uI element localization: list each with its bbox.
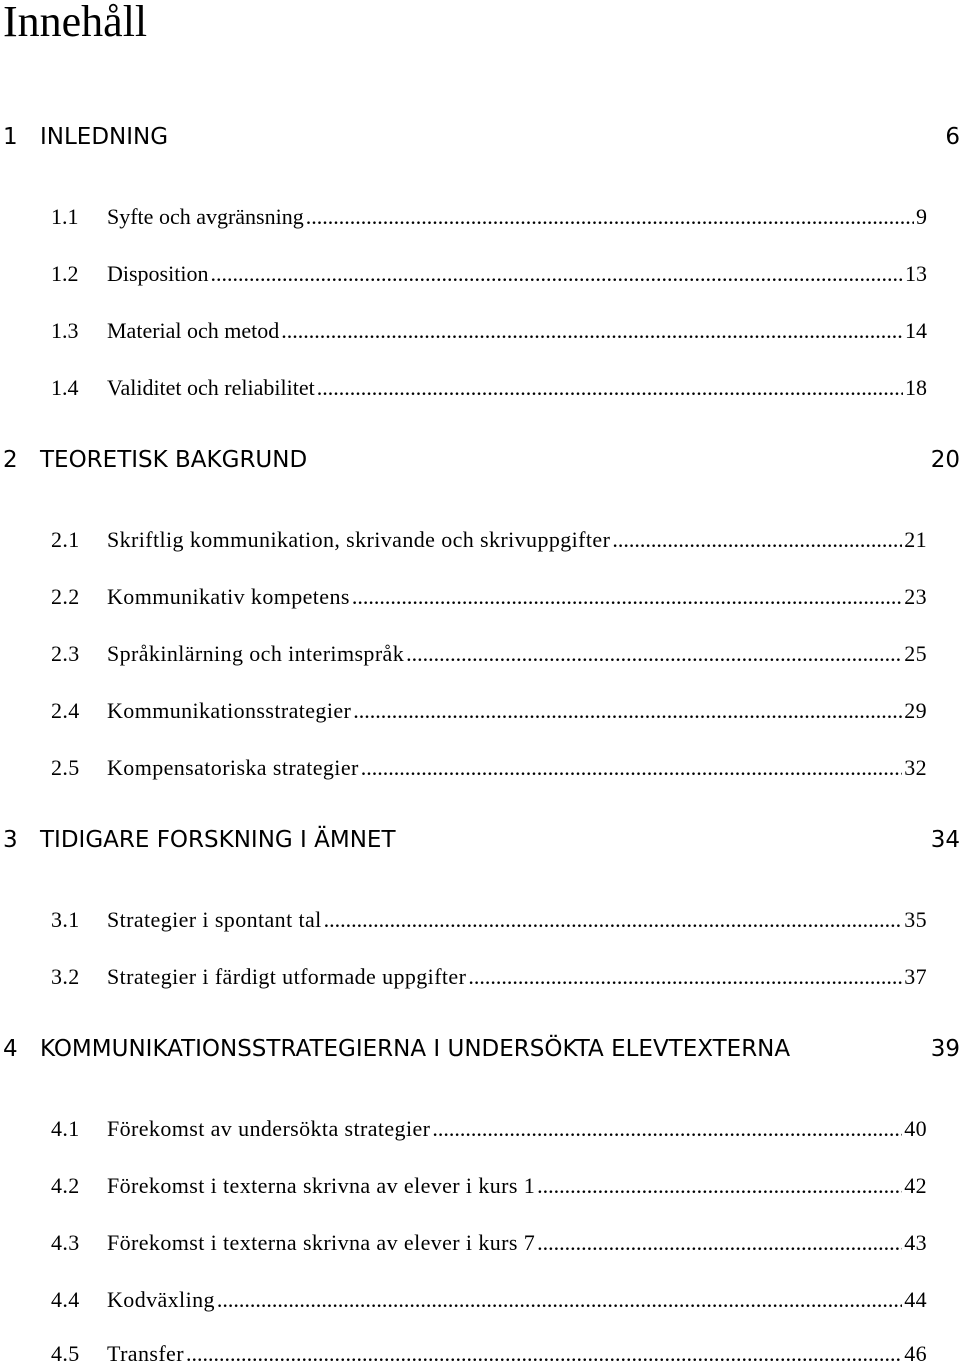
dot-leader (537, 1172, 902, 1200)
section-title: Material och metod (107, 318, 280, 343)
toc-section-2-3[interactable] (51, 640, 927, 668)
section-title: Förekomst av undersökta strategier (107, 1116, 431, 1141)
toc-section-1-3[interactable] (51, 317, 927, 345)
section-page-number: 9 (916, 204, 927, 229)
chapter-number: 4 (3, 1036, 18, 1062)
section-page-number: 40 (904, 1116, 927, 1141)
section-page-number: 21 (904, 527, 927, 552)
section-title: Språkinlärning och interimspråk (107, 641, 405, 666)
dot-leader (352, 583, 902, 611)
dot-leader (468, 963, 902, 991)
toc-section-1-4[interactable] (51, 374, 927, 402)
dot-leader (317, 374, 903, 402)
section-title: Förekomst i texterna skrivna av elever i kurs 7 (107, 1230, 536, 1255)
page-title: Innehåll (3, 0, 148, 46)
toc-section-2-1[interactable] (51, 526, 927, 554)
dot-leader (210, 260, 903, 288)
chapter-number: 1 (3, 124, 18, 150)
toc-section-3-2[interactable] (51, 963, 927, 991)
toc-section-3-1[interactable] (51, 906, 927, 934)
section-number: 3.2 (51, 964, 80, 989)
toc-section-4-2[interactable] (51, 1172, 927, 1200)
chapter-title: KOMMUNIKATIONSSTRATEGIERNA I UNDERSÖKTA ELEVTEXTERNA (40, 1036, 791, 1062)
dot-leader (361, 754, 902, 782)
section-title: Förekomst i texterna skrivna av elever i kurs 1 (107, 1173, 536, 1198)
toc-section-4-5[interactable] (51, 1340, 927, 1368)
toc-section-1-1[interactable] (51, 203, 927, 231)
dot-leader (186, 1340, 902, 1368)
toc-section-2-5[interactable] (51, 754, 927, 782)
toc-section-2-4[interactable] (51, 697, 927, 725)
section-number: 3.1 (51, 907, 80, 932)
chapter-title: TEORETISK BAKGRUND (40, 447, 308, 473)
chapter-page-number: 34 (930, 827, 960, 853)
chapter-number: 3 (3, 827, 18, 853)
section-number: 1.1 (51, 204, 79, 229)
chapter-title: INLEDNING (40, 124, 169, 150)
section-page-number: 13 (905, 261, 927, 286)
toc-chapter-1[interactable] (3, 123, 960, 151)
section-page-number: 32 (904, 755, 927, 780)
toc-section-4-4[interactable] (51, 1286, 927, 1314)
section-page-number: 46 (904, 1341, 927, 1366)
section-title: Validitet och reliabilitet (107, 375, 315, 400)
section-page-number: 29 (904, 698, 927, 723)
section-number: 4.1 (51, 1116, 80, 1141)
section-page-number: 18 (905, 375, 927, 400)
dot-leader (537, 1229, 902, 1257)
section-title: Skriftlig kommunikation, skrivande och skrivuppgifter (107, 527, 611, 552)
chapter-page-number: 20 (930, 447, 960, 473)
dot-leader (612, 526, 902, 554)
chapter-number: 2 (3, 447, 18, 473)
dot-leader (324, 906, 903, 934)
section-page-number: 44 (904, 1287, 927, 1312)
dot-leader (217, 1286, 902, 1314)
section-title: Strategier i färdigt utformade uppgifter (107, 964, 467, 989)
section-number: 2.4 (51, 698, 80, 723)
dot-leader (432, 1115, 902, 1143)
section-page-number: 23 (904, 584, 927, 609)
section-title: Syfte och avgränsning (107, 204, 304, 229)
toc-chapter-3[interactable] (3, 826, 960, 854)
dot-leader (406, 640, 902, 668)
section-title: Disposition (107, 261, 209, 286)
section-page-number: 43 (904, 1230, 927, 1255)
section-number: 1.3 (51, 318, 79, 343)
section-number: 1.2 (51, 261, 79, 286)
chapter-page-number: 6 (945, 124, 960, 150)
section-number: 1.4 (51, 375, 79, 400)
dot-leader (353, 697, 902, 725)
section-number: 2.5 (51, 755, 80, 780)
section-title: Strategier i spontant tal (107, 907, 322, 932)
dot-leader (281, 317, 903, 345)
section-number: 4.3 (51, 1230, 80, 1255)
section-page-number: 25 (904, 641, 927, 666)
section-number: 2.3 (51, 641, 80, 666)
section-title: Transfer (107, 1341, 184, 1366)
section-page-number: 14 (905, 318, 927, 343)
toc-section-4-3[interactable] (51, 1229, 927, 1257)
section-number: 2.1 (51, 527, 80, 552)
toc-chapter-2[interactable] (3, 446, 960, 474)
section-number: 2.2 (51, 584, 80, 609)
section-number: 4.4 (51, 1287, 80, 1312)
toc-section-2-2[interactable] (51, 583, 927, 611)
section-title: Kommunikativ kompetens (107, 584, 350, 609)
dot-leader (306, 203, 914, 231)
section-page-number: 37 (904, 964, 927, 989)
toc-chapter-4[interactable] (3, 1035, 960, 1063)
section-number: 4.5 (51, 1341, 80, 1366)
chapter-page-number: 39 (930, 1036, 960, 1062)
section-title: Kodväxling (107, 1287, 215, 1312)
section-page-number: 35 (904, 907, 927, 932)
section-title: Kommunikationsstrategier (107, 698, 352, 723)
toc-section-1-2[interactable] (51, 260, 927, 288)
section-title: Kompensatoriska strategier (107, 755, 359, 780)
section-number: 4.2 (51, 1173, 80, 1198)
toc-section-4-1[interactable] (51, 1115, 927, 1143)
chapter-title: TIDIGARE FORSKNING I ÄMNET (40, 827, 396, 853)
section-page-number: 42 (904, 1173, 927, 1198)
